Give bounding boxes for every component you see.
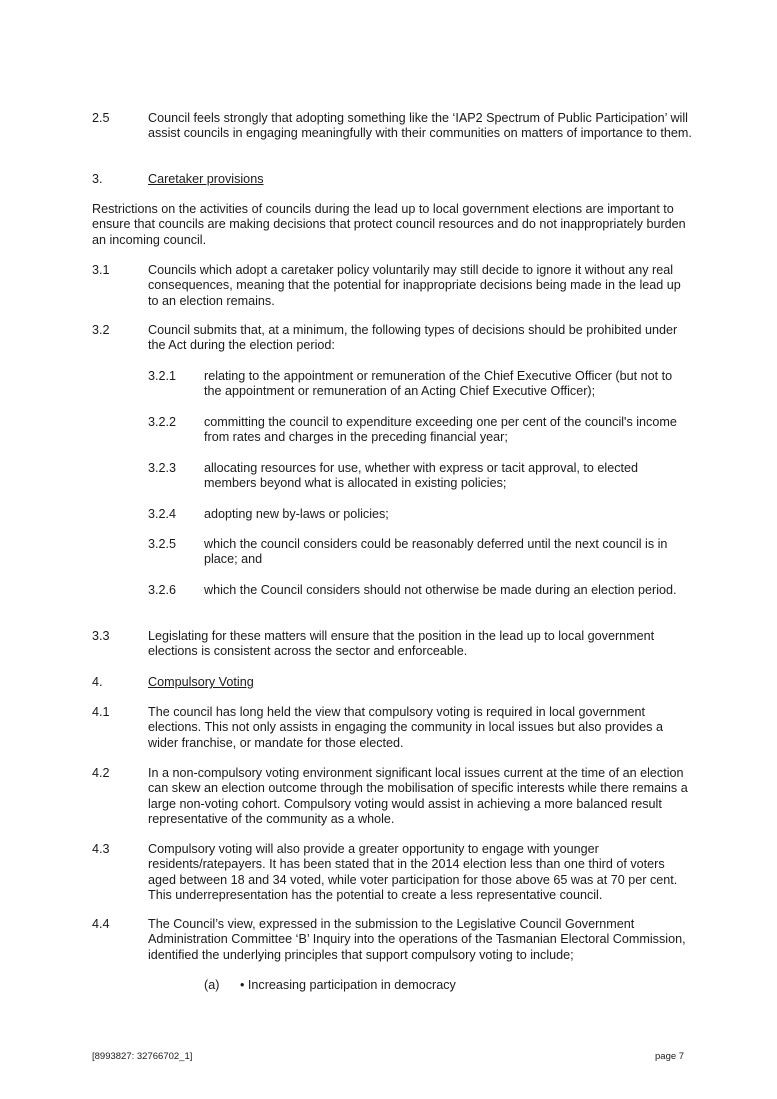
section-title: Compulsory Voting	[148, 675, 254, 689]
list-item-a-label: (a)	[204, 978, 220, 992]
paragraph-text: In a non-compulsory voting environment significant local issues current at the time of an election can skew an election outcome through the mobilisation of specific interests while there remains a large non-voting cohort. Compulsory voting would assist in achieving a more balanced result representative of the community as a whole.	[148, 766, 688, 827]
footer-page-number: page 7	[655, 1051, 685, 1062]
subitem-number: 3.2.5	[148, 537, 177, 551]
subitem-number: 3.2.6	[148, 583, 177, 597]
paragraph-number: 3.2	[92, 323, 110, 337]
subitem-number: 3.2.4	[148, 507, 177, 521]
paragraph-number: 3.1	[92, 263, 110, 277]
paragraph-number: 4.4	[92, 917, 110, 931]
paragraph-text: The council has long held the view that compulsory voting is required in local government elections. This not only assists in engaging the community in local issues but also provides a wider franchise, or mandate for those elected.	[148, 705, 663, 750]
paragraph-number: 4.3	[92, 842, 110, 856]
subitem-number: 3.2.2	[148, 415, 177, 429]
subitem-text: allocating resources for use, whether with express or tacit approval, to elected members beyond what is allocated in existing policies;	[204, 461, 639, 491]
paragraph-number: 2.5	[92, 111, 110, 125]
subitem-number: 3.2.3	[148, 461, 177, 475]
paragraph-text: Compulsory voting will also provide a greater opportunity to engage with younger residents/ratepayers. It has been stated that in the 2014 election less than one third of voters aged between 18 and 34 voted, while voter participation for those above 65 was at 70 per cent. This underrepresentation has the potential to create a less representative council.	[148, 842, 678, 903]
paragraph-text: The Council’s view, expressed in the submission to the Legislative Council Government Administration Committee ‘B’ Inquiry into the operations of the Tasmanian Electoral Commission, identified the underlying principles that support compulsory voting to include;	[148, 917, 686, 962]
paragraph-text: Council submits that, at a minimum, the following types of decisions should be prohibited under the Act during the election period:	[148, 323, 678, 353]
subitem-text: relating to the appointment or remuneration of the Chief Executive Officer (but not to the appointment or remuneration of an Acting Chief Executive Officer);	[204, 369, 673, 399]
subitem-text: which the council considers could be reasonably deferred until the next council is in place; and	[204, 537, 668, 567]
subitem-text: which the Council considers should not otherwise be made during an election period.	[204, 583, 677, 597]
paragraph-text: Councils which adopt a caretaker policy voluntarily may still decide to ignore it without any real consequences, meaning that the potential for inappropriate decisions being made in the lead up to an election remains.	[148, 263, 681, 308]
paragraph-number: 3.3	[92, 629, 110, 643]
subitem-text: committing the council to expenditure exceeding one per cent of the council's income from rates and charges in the preceding financial year;	[204, 415, 677, 445]
section-title: Caretaker provisions	[148, 172, 264, 186]
list-item-a-text: • Increasing participation in democracy	[240, 978, 456, 992]
section-number: 4.	[92, 675, 103, 689]
paragraph-text: Legislating for these matters will ensure that the position in the lead up to local government elections is consistent across the sector and enforceable.	[148, 629, 655, 659]
paragraph-number: 4.2	[92, 766, 110, 780]
paragraph-number: 4.1	[92, 705, 110, 719]
section-number: 3.	[92, 172, 103, 186]
subitem-number: 3.2.1	[148, 369, 177, 383]
paragraph-text: Council feels strongly that adopting something like the ‘IAP2 Spectrum of Public Participation’ will assist councils in engaging meaningfully with their communities on matters of importance to them.	[148, 111, 692, 141]
section-intro: Restrictions on the activities of councils during the lead up to local government elections are important to ensure that councils are making decisions that protect council resources and do not inappropriately burden an incoming council.	[92, 202, 686, 247]
footer-doc-ref: [8993827: 32766702_1]	[92, 1051, 193, 1062]
subitem-text: adopting new by-laws or policies;	[204, 507, 389, 521]
